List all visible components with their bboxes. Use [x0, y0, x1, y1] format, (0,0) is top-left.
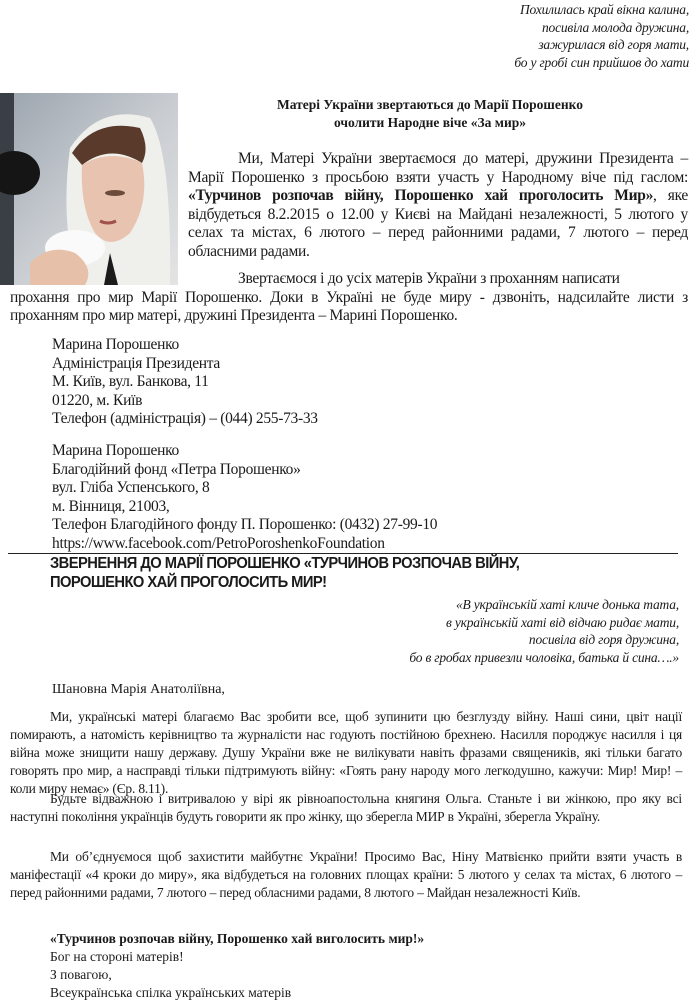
photo-marina-poroshenko-with-dove: [0, 93, 178, 285]
epigraph-line: бо у гробі син прийшов до хати: [514, 54, 689, 70]
epigraph-line: в українській хаті від відчаю ридає мати,: [446, 614, 679, 630]
epigraph-line: зажурилася від горя мати,: [538, 37, 689, 52]
address-line: Марина Порошенко: [52, 336, 180, 353]
signature: Всеукраїнська спілка українських матерів: [50, 985, 292, 1000]
address-line: М. Київ, вул. Банкова, 11: [52, 373, 209, 390]
article-title: [200, 96, 660, 131]
heading-line: ЗВЕРНЕННЯ ДО МАРІЇ ПОРОШЕНКО «ТУРЧИНОВ РОЗПОЧАВ ВІЙНУ,: [50, 555, 520, 572]
appeal-heading: [50, 554, 620, 592]
address-administration: [52, 336, 318, 429]
address-line: Адміністрація Президента: [52, 354, 221, 372]
closing-line: З повагою,: [50, 967, 112, 982]
closing: [50, 930, 424, 1002]
facebook-link[interactable]: https://www.facebook.com/PetroPoroshenkoFoundation: [52, 534, 385, 552]
closing-line: Бог на стороні матерів!: [50, 949, 184, 964]
body-paragraph-3: Ми об’єднуємося щоб захистити майбутнє України! Просимо Вас, Ніну Матвієнко прийти взяти участь в маніфестації «4 кроки до миру», яка відбудеться на головних площах країни: 5 лютого у селах та містах, 6 лютого – перед районними радами, 7 лютого – перед обласними радами, 8 лютого – Майдан незалежності Київ.: [10, 849, 682, 900]
title-line: Матері України звертаються до Марії Порошенко: [277, 97, 583, 112]
epigraph-line: Похилилась край вікна калина,: [520, 2, 689, 17]
closing-slogan: «Турчинов розпочав війну, Порошенко хай виголосить мир!»: [50, 931, 425, 946]
address-line: Марина Порошенко: [52, 442, 180, 459]
title-line: очолити Народне віче «За мир»: [333, 114, 527, 130]
appeal-epigraph: [359, 596, 679, 666]
salutation: Шановна Марія Анатоліївна,: [52, 682, 225, 697]
epigraph-line: посивіла від горя дружина,: [528, 632, 679, 647]
intro-rest: , яке відбудеться 8.2.2015 о 12.00 у Києві на Майдані незалежності, 5 лютого у селах та містах, 6 лютого – перед районними радами, 7 лютого – перед обласними радами.: [188, 187, 689, 260]
intro-text: Ми, Матері України звертаємося до матері, дружини Президента – Марії Порошенко з просьбою взяти участь у Народному віче під гаслом:: [188, 150, 688, 186]
epigraph-line: посивіла молода дружина,: [541, 19, 689, 35]
appeal-paragraph: [10, 270, 688, 326]
epigraph-line: бо в гробах привезли чоловіка, батька й сина….»: [409, 649, 679, 665]
address-foundation: [52, 442, 437, 553]
address-line: 01220, м. Київ: [52, 391, 143, 409]
body-paragraph-1: Ми, українські матері благаємо Вас зробити все, щоб зупинити цю безглузду війну. Наші сини, цвіт нації помирають, а натомість керівництво та журналісти нас годують постійною брехнею. Насилля породжує насилля і ця війна може знищити нашу державу. Душу України вже не вилікувати навіть фразами священиків, які тільки багато говорять про мир, а насправді тільки підтримують війну: «Гоять рану народу мого легкодушно, кажучи: Мир! Мир! – коли миру немає» (Єр. 8.11).: [10, 709, 682, 796]
slogan: «Турчинов розпочав війну, Порошенко хай проголосить Мир»: [188, 187, 654, 204]
address-line: вул. Гліба Успенського, 8: [52, 479, 210, 496]
address-line: Благодійний фонд «Петра Порошенко»: [52, 460, 301, 478]
appeal-rest: прохання про мир Марії Порошенко. Доки в Україні не буде миру - дзвоніть, надсилайте листи з проханням про мир матері, дружині Президента – Марині Порошенко.: [10, 288, 688, 324]
epigraph-line: «В українській хаті кличе донька тата,: [455, 597, 679, 612]
heading-line: ПОРОШЕНКО ХАЙ ПРОГОЛОСИТЬ МИР!: [50, 574, 327, 591]
appeal-first-line: Звертаємося і до усіх матерів України з проханням написати: [238, 270, 620, 287]
address-line: м. Вінниця, 21003,: [52, 497, 170, 515]
intro-paragraph: [188, 150, 688, 261]
phone-line: Телефон (адміністрація) – (044) 255-73-33: [52, 410, 318, 427]
phone-line: Телефон Благодійного фонду П. Порошенко: (0432) 27-99-10: [52, 516, 438, 533]
top-epigraph: [389, 1, 689, 71]
body-paragraph-2: Будьте відважною і витривалою у вірі як рівноапостольна княгиня Ольга. Станьте і ви жінкою, про яку всі наступні покоління українців будуть говорити як про жінку, що зберегла МИР в Україні, зберегла Україну.: [10, 791, 682, 824]
